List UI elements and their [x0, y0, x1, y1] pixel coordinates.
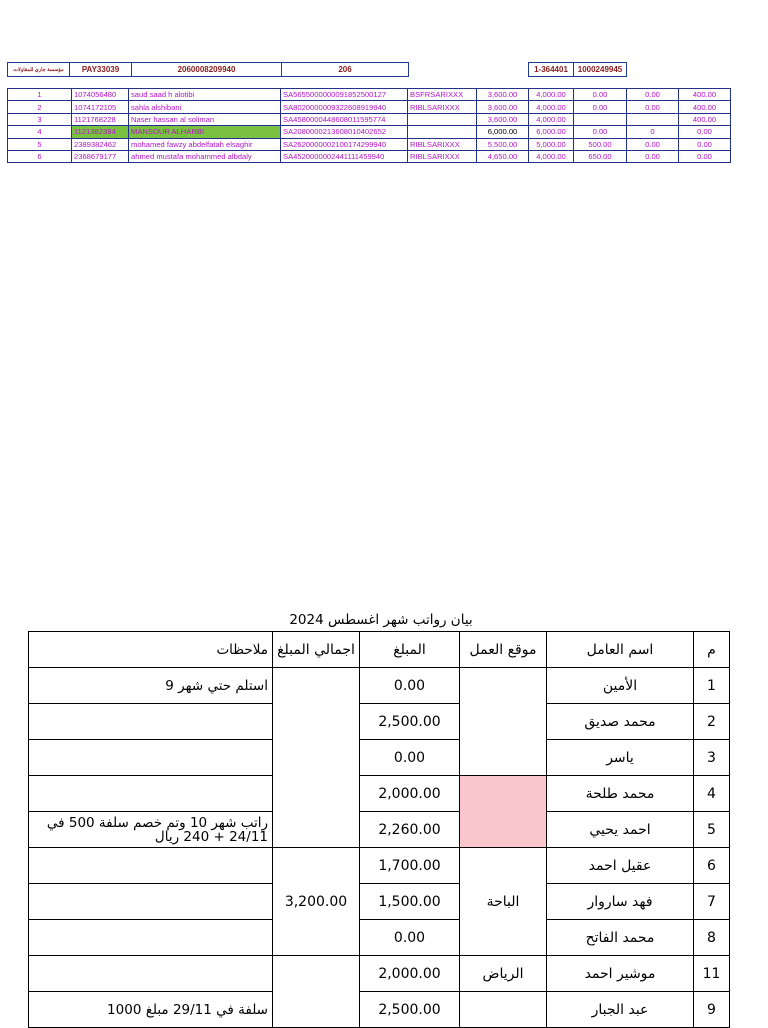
- net-amount: 3,600.00: [477, 89, 529, 101]
- bank-code: [408, 113, 477, 125]
- worker-no: 9: [694, 992, 730, 1028]
- worker-no: 4: [694, 776, 730, 812]
- col-header-amount: المبلغ: [360, 632, 460, 668]
- table-row: [8, 113, 731, 125]
- col-header-no: م: [694, 632, 730, 668]
- worker-note: [29, 956, 273, 992]
- worker-amount: 1,700.00: [360, 848, 460, 884]
- deduction: 0.00: [679, 126, 731, 138]
- group-total: 3,200.00: [273, 848, 360, 956]
- worker-amount: 0.00: [360, 920, 460, 956]
- allowance: [574, 113, 627, 125]
- worker-no: 5: [694, 812, 730, 848]
- other-amount: 0.00: [627, 89, 679, 101]
- basic-amount: 5,000.00: [529, 138, 574, 150]
- worker-amount: 2,000.00: [360, 956, 460, 992]
- row-number: 3: [8, 113, 72, 125]
- col-header-name: اسم العامل: [547, 632, 694, 668]
- work-site-baha: الباحة: [460, 848, 547, 956]
- worker-amount: 2,500.00: [360, 992, 460, 1028]
- allowance: 0.00: [574, 89, 627, 101]
- worker-note: راتب شهر 10 وتم خصم سلفة 500 في 24/11 + 240 ريال: [29, 812, 273, 848]
- work-site-empty: [460, 992, 547, 1028]
- bank-code: RIBLSARIXXX: [408, 138, 477, 150]
- iban: SA2080000213608010402652: [281, 126, 408, 138]
- worker-no: 8: [694, 920, 730, 956]
- employee-id: 2389382462: [72, 138, 129, 150]
- salary-row: [29, 992, 730, 1028]
- deduction: 400.00: [679, 101, 731, 113]
- net-amount: 3,600.00: [477, 101, 529, 113]
- worker-no: 11: [694, 956, 730, 992]
- bank-code: BSFRSARIXXX: [408, 89, 477, 101]
- worker-amount: 0.00: [360, 740, 460, 776]
- payroll-header: [7, 62, 627, 77]
- salary-row: [29, 884, 730, 920]
- company-name: مؤسسة جاري للمقاولات: [8, 63, 70, 77]
- employee-name: Naser hassan al soliman: [129, 113, 281, 125]
- row-number: 5: [8, 138, 72, 150]
- worker-name: احمد يحيي: [547, 812, 694, 848]
- worker-name: محمد صديق: [547, 704, 694, 740]
- salary-row: [29, 776, 730, 812]
- other-amount: 0.00: [627, 101, 679, 113]
- employee-id: 1121768228: [72, 113, 129, 125]
- row-number: 6: [8, 150, 72, 162]
- deduction: 400.00: [679, 89, 731, 101]
- worker-name: محمد طلحة: [547, 776, 694, 812]
- worker-amount: 1,500.00: [360, 884, 460, 920]
- worker-name: الأمين: [547, 668, 694, 704]
- basic-amount: 4,000.00: [529, 101, 574, 113]
- worker-no: 2: [694, 704, 730, 740]
- allowance: 0.00: [574, 126, 627, 138]
- salary-row: [29, 812, 730, 848]
- worker-note: [29, 848, 273, 884]
- bank-code: RIBLSARIXXX: [408, 101, 477, 113]
- net-amount: 6,000.00: [477, 126, 529, 138]
- salary-row: [29, 704, 730, 740]
- deduction: 400.00: [679, 113, 731, 125]
- worker-amount: 0.00: [360, 668, 460, 704]
- other-amount: 0.00: [627, 138, 679, 150]
- allowance: 650.00: [574, 150, 627, 162]
- other-amount: 0.00: [627, 150, 679, 162]
- worker-amount: 2,500.00: [360, 704, 460, 740]
- col-header-site: موقع العمل: [460, 632, 547, 668]
- worker-note: [29, 776, 273, 812]
- worker-name: عبد الجبار: [547, 992, 694, 1028]
- salary-table-title: بيان رواتب شهر اغسطس 2024: [289, 612, 473, 628]
- basic-amount: 4,000.00: [529, 150, 574, 162]
- row-number: 4: [8, 126, 72, 138]
- employee-name: saud saad h alotibi: [129, 89, 281, 101]
- iban: SA5655000000091852500127: [281, 89, 408, 101]
- net-amount: 4,650.00: [477, 150, 529, 162]
- table-row: [8, 89, 731, 101]
- bank-code: [408, 126, 477, 138]
- salary-row: [29, 740, 730, 776]
- work-site-empty: [460, 668, 547, 776]
- worker-note: [29, 884, 273, 920]
- work-site-highlight: [460, 776, 547, 848]
- salary-row: [29, 920, 730, 956]
- table-row: [8, 138, 731, 150]
- bank-code: RIBLSARIXXX: [408, 150, 477, 162]
- worker-no: 1: [694, 668, 730, 704]
- other-amount: [627, 113, 679, 125]
- deduction: 0.00: [679, 138, 731, 150]
- basic-amount: 6,000.00: [529, 126, 574, 138]
- worker-name: ياسر: [547, 740, 694, 776]
- total-amount-empty: [273, 956, 360, 1028]
- salary-table: [28, 631, 730, 1028]
- iban: SA4520000002441111459940: [281, 150, 408, 162]
- header-spacer: [409, 63, 529, 77]
- worker-name: فهد ساروار: [547, 884, 694, 920]
- worker-name: موشير احمد: [547, 956, 694, 992]
- worker-no: 7: [694, 884, 730, 920]
- employee-name: MANSOUR ALHARBI: [129, 126, 281, 138]
- col-header-total: اجمالي المبلغ: [273, 632, 360, 668]
- worker-amount: 2,260.00: [360, 812, 460, 848]
- row-number: 2: [8, 101, 72, 113]
- worker-note: سلفة في 29/11 مبلغ 1000: [29, 992, 273, 1028]
- worker-note: استلم حتي شهر 9: [29, 668, 273, 704]
- worker-note: [29, 740, 273, 776]
- reference-2: 1000249945: [574, 63, 627, 77]
- net-amount: 3,600.00: [477, 113, 529, 125]
- worker-name: عقيل احمد: [547, 848, 694, 884]
- employee-name: mohamed fawzy abdelfatah elsaghir: [129, 138, 281, 150]
- other-amount: 0: [627, 126, 679, 138]
- employee-id: 1121382384: [72, 126, 129, 138]
- basic-amount: 4,000.00: [529, 113, 574, 125]
- allowance: 500.00: [574, 138, 627, 150]
- employee-id: 1074172105: [72, 101, 129, 113]
- iban: SA2620000002100174299940: [281, 138, 408, 150]
- iban: SA4580000448608011595774: [281, 113, 408, 125]
- salary-row: [29, 668, 730, 704]
- iban: SA8020000009322608919940: [281, 101, 408, 113]
- employee-id: 1074056480: [72, 89, 129, 101]
- employee-name: ahmed mustafa mohammed albdaly: [129, 150, 281, 162]
- account-number: 2060008209940: [132, 63, 282, 77]
- work-site-riyadh: الرياض: [460, 956, 547, 992]
- col-header-notes: ملاحظات: [29, 632, 273, 668]
- salary-row: [29, 956, 730, 992]
- table-row: [8, 150, 731, 162]
- payroll-table: [7, 88, 731, 163]
- salary-row: [29, 848, 730, 884]
- deduction: 0.00: [679, 150, 731, 162]
- table-row: [8, 101, 731, 113]
- worker-amount: 2,000.00: [360, 776, 460, 812]
- worker-no: 3: [694, 740, 730, 776]
- worker-no: 6: [694, 848, 730, 884]
- net-amount: 5,500.00: [477, 138, 529, 150]
- employee-id: 2368679177: [72, 150, 129, 162]
- employee-name: sahla alshibani: [129, 101, 281, 113]
- salary-header-row: [29, 632, 730, 668]
- row-number: 1: [8, 89, 72, 101]
- table-row-highlighted: [8, 126, 731, 138]
- reference-1: 1-364401: [529, 63, 574, 77]
- worker-note: [29, 704, 273, 740]
- worker-name: محمد الفاتح: [547, 920, 694, 956]
- basic-amount: 4,000.00: [529, 89, 574, 101]
- worker-note: [29, 920, 273, 956]
- record-count: 206: [282, 63, 409, 77]
- total-amount-empty: [273, 668, 360, 848]
- allowance: 0.00: [574, 101, 627, 113]
- pay-code: PAY33039: [70, 63, 132, 77]
